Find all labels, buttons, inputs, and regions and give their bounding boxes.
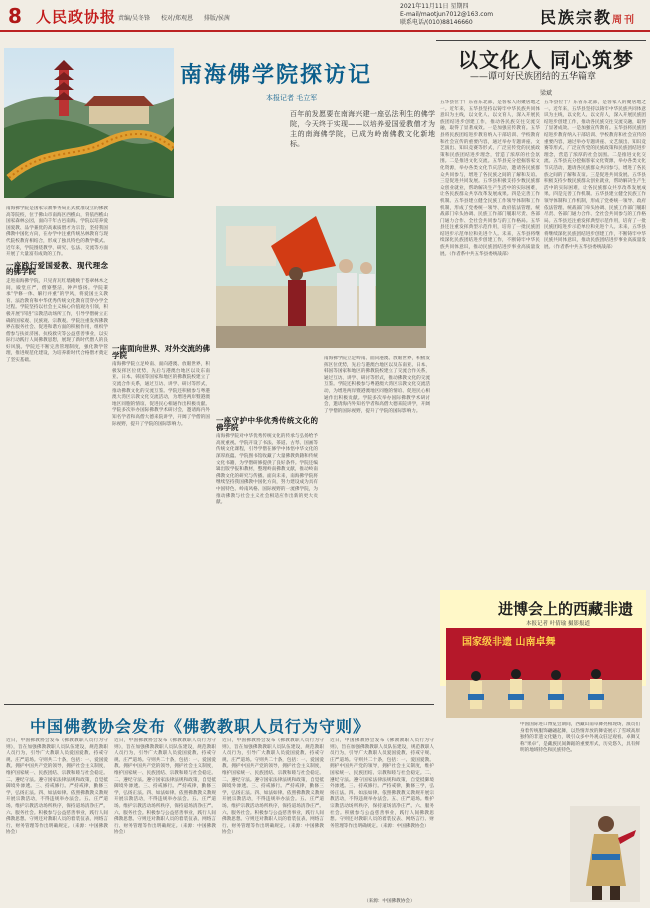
right-article-column [440,100,540,582]
article-paragraph: 五华县位于广东省东北部，是客家人的聚居地之一。近年来，五华县坚持以铸牢中华民族共同体意识为主线，以文化人、以文育人，深入开展民族团结进步创建工作，推动各民族交往交流交融，取得了显著成效。一是加强宣传教育。五华县将民族团结进步教育纳入干部培训、学校教育和社会宣传的重要内容，通过举办专题讲座、文艺演出、知识竞赛等形式，广泛宣传党的民族政策和民族团结进步理念，营造了浓厚的社会氛围。二是推进文化交流。五华县充分挖掘客家文化资源，举办各类文化节庆活动，邀请各民族群众共同参与，增进了各民族之间的了解和友谊。三是促进共同发展。五华县积极支持少数民族群众创业就业，帮助解决生产生活中的实际困难，让各民族群众共享改革发展成果。四是完善工作机制。五华县建立健全民族工作领导体制和工作机制，形成了党委统一领导、政府依法管理、统战部门牵头协调、民族工作部门履职尽责、各部门通力合作、全社会共同参与的工作格局。五华县还注重发挥典型示范作用，培育了一批民族团结进步示范单位和先进个人。未来，五华县将继续深化民族团结进步创建工作，不断铸牢中华民族共同体意识，推动民族团结进步事业高质量发展。（作者系中共五华县委统战部） [544,100,646,251]
contact-email: E-mail/maotjun7012@163.com [400,11,494,18]
article-paragraph: 南海佛学院对中华优秀传统文化的传承与弘扬给予高度重视。学院开设了书法、茶道、古琴、国画等传统文化课程，引导学僧在修学中体悟中华文化的深厚底蕴。学院图书馆收藏了大量佛教典籍和传统文化书籍，为学僧研修提供了良好条件。学院还编辑出版学报和教材，整理岭南佛教文献，推动岭南佛教文化的研究与传播。面向未来，南海佛学院将继续坚持我国佛教中国化方向，努力建设成为具有中国特色、岭南风格、国际视野的一流佛学院，为推动佛教与社会主义社会相适应作出新的更大贡献。 [216,434,318,506]
section-suffix: 周刊 [612,15,637,26]
editor-credits [118,13,239,22]
main-article-column [216,356,318,686]
article-paragraph: 五华县位于广东省东北部，是客家人的聚居地之一。近年来，五华县坚持以铸牢中华民族共同体意识为主线，以文化人、以文育人，深入开展民族团结进步创建工作，推动各民族交往交流交融，取得了显著成效。一是加强宣传教育。五华县将民族团结进步教育纳入干部培训、学校教育和社会宣传的重要内容，通过举办专题讲座、文艺演出、知识竞赛等形式，广泛宣传党的民族政策和民族团结进步理念，营造了浓厚的社会氛围。二是推进文化交流。五华县充分挖掘客家文化资源，举办各类文化节庆活动，邀请各民族群众共同参与，增进了各民族之间的了解和友谊。三是促进共同发展。五华县积极支持少数民族群众创业就业，帮助解决生产生活中的实际困难，让各民族群众共享改革发展成果。四是完善工作机制。五华县建立健全民族工作领导体制和工作机制，形成了党委统一领导、政府依法管理、统战部门牵头协调、民族工作部门履职尽责、各部门通力合作、全社会共同参与的工作格局。五华县还注重发挥典型示范作用，培育了一批民族团结进步示范单位和先进个人。未来，五华县将继续深化民族团结进步创建工作，不断铸牢中华民族共同体意识，推动民族团结进步事业高质量发展。（作者系中共五华县委统战部） [440,100,540,257]
main-article-column [6,206,108,686]
monks-photo [216,206,426,348]
issue-date: 2021年11月11日 星期四 [400,3,469,10]
divider [436,40,646,41]
tibet-banner-text: 国家级非遗 山南卓舞 [462,637,556,648]
article-paragraph: 近日，中国佛教协会发布《佛教教职人员行为守则》，旨在加强佛教教职人员队伍建设，规范教职人员行为，引导广大教职人员爱国爱教、持戒守规、庄严道场。守则共二十条，包括：一、爱国爱教。拥护中国共产党的领导，拥护社会主义制度，维护国家统一、民族团结、宗教和睦与社会稳定。二、遵纪守法。遵守国家法律法规和政策，自觉抵御境外渗透。三、持戒修行。严持戒律，勤修三学，弘扬正法。四、如法如律。依照佛教教义教规开展宗教活动，不得违规举办法会。五、庄严道场。维护宗教活动场所秩序，保持道场清净庄严。六、服务社会。积极参与公益慈善事业，践行人间佛教思想。守则还对教职人员的着装仪表、网络言行、财务管理等作出明确规定。（来源：中国佛教协会） [330,738,434,829]
main-article-column [324,356,430,686]
right-article-title: 以文化人 同心筑梦 [458,48,634,72]
article-paragraph: 南海佛学院是国家宗教事务局正式批准设立的佛教高等院校，位于佛山市南海区西樵山，背依西樵山国家森林公园，面向千年古邑南海。学院以培养爱国爱教、品学兼优的高素质僧才为宗旨，坚持我国佛教中国化方向，在办学中注重传统丛林教育与现代院校教育相结合，形成了独具特色的教学模式。近年来，学院围绕教学、研究、弘法、交流等方面开展了大量富有成效的工作。 [6,206,108,258]
bottom-article-column [330,738,434,894]
article-paragraph: 近日，中国佛教协会发布《佛教教职人员行为守则》，旨在加强佛教教职人员队伍建设，规范教职人员行为，引导广大教职人员爱国爱教、持戒守规、庄严道场。守则共二十条，包括：一、爱国爱教。拥护中国共产党的领导，拥护社会主义制度，维护国家统一、民族团结、宗教和睦与社会稳定。二、遵纪守法。遵守国家法律法规和政策，自觉抵御境外渗透。三、持戒修行。严持戒律，勤修三学，弘扬正法。四、如法如律。依照佛教教义教规开展宗教活动，不得违规举办法会。五、庄严道场。维护宗教活动场所秩序，保持道场清净庄严。六、服务社会。积极参与公益慈善事业，践行人间佛教思想。守则还对教职人员的着装仪表、网络言行、财务管理等作出明确规定。（来源：中国佛教协会） [114,738,216,836]
bottom-article-column [6,738,108,902]
right-article-subtitle: ——谭可好民族团结的五华篇章 [470,72,597,82]
article-paragraph: 近日，中国佛教协会发布《佛教教职人员行为守则》，旨在加强佛教教职人员队伍建设，规范教职人员行为，引导广大教职人员爱国爱教、持戒守规、庄严道场。守则共二十条，包括：一、爱国爱教。拥护中国共产党的领导，拥护社会主义制度，维护国家统一、民族团结、宗教和睦与社会稳定。二、遵纪守法。遵守国家法律法规和政策，自觉抵御境外渗透。三、持戒修行。严持戒律，勤修三学，弘扬正法。四、如法如律。依照佛教教义教规开展宗教活动，不得违规举办法会。五、庄严道场。维护宗教活动场所秩序，保持道场清净庄严。六、服务社会。积极参与公益慈善事业，践行人间佛教思想。守则还对教职人员的着装仪表、网络言行、财务管理等作出明确规定。（来源：中国佛教协会） [222,738,324,836]
main-article-title: 南海佛学院探访记 [180,62,373,88]
page-number: 8 [8,4,22,28]
article-paragraph: 南海佛学院立足岭南、面向港澳、放眼世界，积极发挥区位优势，先后与港澳台地区以及东南亚、日本、韩国等国家和地区的佛教院校建立了交流合作关系，通过互访、讲学、研讨等形式，推动佛教文化的交流互鉴。学院还积极参与粤港澳大湾区宗教文化交流活动，为增进两岸暨港澳地区同胞的情谊、促进民心相通作出积极贡献。学院多次举办国际佛教学术研讨会，邀请海内外知名学者和高僧大德来院讲学，开阔了学僧的国际视野，提升了学院的国际影响力。 [324,356,430,414]
article-subhead: 一座守护中华优秀传统文化的佛学院 [216,416,318,432]
bottom-article-column [114,738,216,902]
tibet-feature-title: 进博会上的西藏非遗 [498,600,634,618]
newspaper-logo: 人民政协报 [36,8,117,26]
tibet-feature-byline: 本报记者 叶倩瑜 摄影报道 [526,621,590,627]
article-paragraph: 中国国际进口博览会期间，西藏山南卓舞亮相现场，演员们身着传统服饰翩翩起舞，以热情奔放的舞姿展示了雪域高原独特的非遗文化魅力，吸引众多中外观众驻足观看。卓舞又称“果卓”，是藏族民间舞蹈的重要形式，历史悠久，具有鲜明的地域特色和民族特色。 [520,722,640,754]
article-subhead: 一座面向世界、对外交流的佛学院 [112,344,210,360]
main-article-byline: 本报记者 毛立军 [266,94,318,102]
bottom-article-column [222,738,324,902]
editor-credit: 排版/侯茜 [203,15,230,22]
article-paragraph: 走进南海佛学院，只见青瓦红墙掩映于苍翠林木之间，殿堂庄严，僧寮整洁，钟声悠扬。学院秉承“学修一体、解行并重”的学风，将爱国主义教育、法治教育和中华优秀传统文化教育贯穿办学全过程。学院坚持以社会主义核心价值观为引领，积极开展“四进”宗教活动场所工作，引导学僧树立正确的国家观、民族观、宗教观。学院注重发挥佛教界在服务社会、促进和谐方面的积极作用，组织学僧参与扶贫济困、抗疫救灾等公益慈善事业，以实际行动践行人间佛教思想，展现了新时代僧人的良好风貌。学院还不断完善管理制度，强化教学管理，推进规范化建设，为培养新时代合格僧才奠定了坚实基础。 [6,278,108,364]
bottom-article-title: 中国佛教协会发布《佛教教职人员行为守则》 [30,717,371,736]
dancer-portrait-photo [570,806,640,902]
article-paragraph: 南海佛学院立足岭南、面向港澳、放眼世界，积极发挥区位优势，先后与港澳台地区以及东南亚、日本、韩国等国家和地区的佛教院校建立了交流合作关系，通过互访、讲学、研讨等形式，推动佛教文化的交流互鉴。学院还积极参与粤港澳大湾区宗教文化交流活动，为增进两岸暨港澳地区同胞的情谊、促进民心相通作出积极贡献。学院多次举办国际佛教学术研讨会，邀请海内外知名学者和高僧大德来院讲学，开阔了学僧的国际视野，提升了学院的国际影响力。 [112,362,210,427]
main-article-column [112,206,210,686]
tibet-caption [520,722,640,804]
right-article-author: 梁斌 [540,90,553,97]
section-name: 民族宗教 [540,8,613,27]
date-contact-block [400,3,493,27]
article-subhead: 一座践行爱国爱教、现代理念的佛学院 [6,260,108,277]
editor-credit: 责编/吴冬锋 [118,15,151,22]
main-article-lead: 百年前发愿要在南海兴建一座弘法利生的佛学院，今天终于实现——以培养爱国爱教僧才为主的南海佛学院，已成为岭南佛教文化新地标。 [290,110,435,148]
section-title [540,5,636,28]
right-article-column [544,100,646,582]
editor-credit: 校对/郑观恩 [160,15,193,22]
divider [4,704,434,705]
contact-phone: 联系电话/(010)88146660 [400,19,473,26]
article-paragraph: 近日，中国佛教协会发布《佛教教职人员行为守则》，旨在加强佛教教职人员队伍建设，规范教职人员行为，引导广大教职人员爱国爱教、持戒守规、庄严道场。守则共二十条，包括：一、爱国爱教。拥护中国共产党的领导，拥护社会主义制度，维护国家统一、民族团结、宗教和睦与社会稳定。二、遵纪守法。遵守国家法律法规和政策，自觉抵御境外渗透。三、持戒修行。严持戒律，勤修三学，弘扬正法。四、如法如律。依照佛教教义教规开展宗教活动，不得违规举办法会。五、庄严道场。维护宗教活动场所秩序，保持道场清净庄严。六、服务社会。积极参与公益慈善事业，践行人间佛教思想。守则还对教职人员的着装仪表、网络言行、财务管理等作出明确规定。（来源：中国佛教协会） [6,738,108,836]
source-credit: （来源：中国佛教协会） [364,899,415,904]
temple-procession-photo [4,48,174,198]
